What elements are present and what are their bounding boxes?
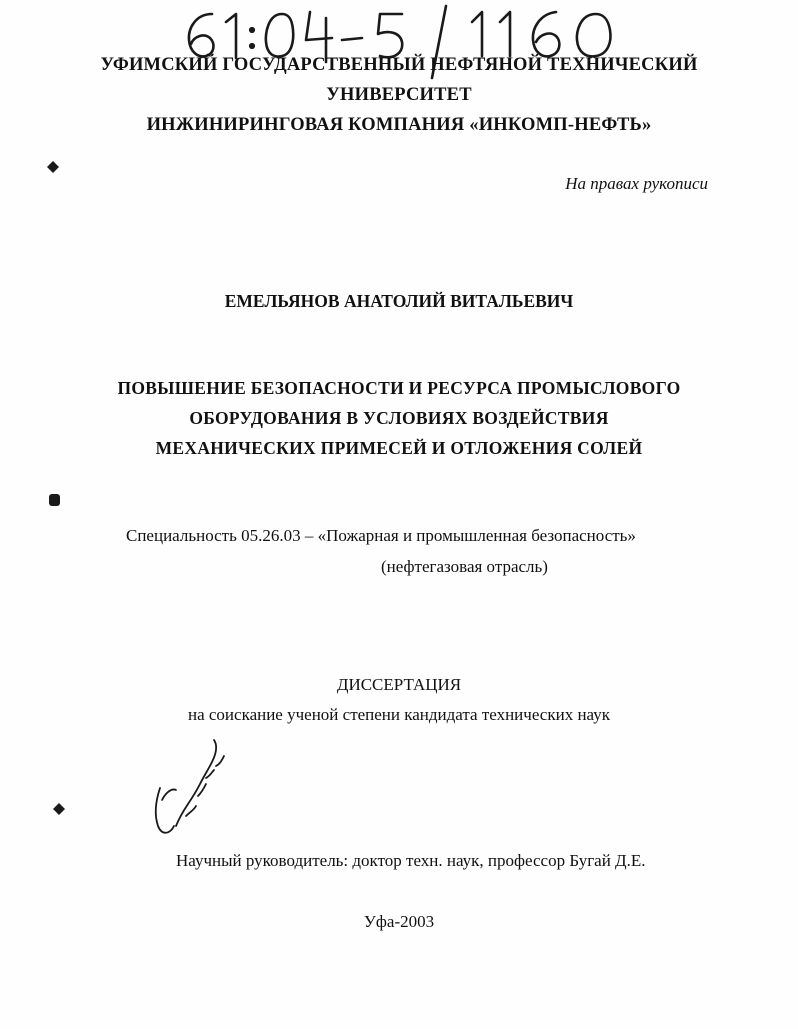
place-year: Уфа-2003 [363,912,435,931]
margin-ink-mark [50,800,68,818]
scientific-advisor: Научный руководитель: доктор техн. наук, профессор Бугай Д.Е. [176,851,646,870]
institution-line-3: ИНЖИНИРИНГОВАЯ КОМПАНИЯ «ИНКОМП-НЕФТЬ» [146,115,652,135]
margin-ink-mark [44,158,62,176]
title-line-3: МЕХАНИЧЕСКИХ ПРИМЕСЕЙ И ОТЛОЖЕНИЯ СОЛЕЙ [155,438,643,458]
specialty-subline: (нефтегазовая отрасль) [381,557,548,576]
institution-line-1: УФИМСКИЙ ГОСУДАРСТВЕННЫЙ НЕФТЯНОЙ ТЕХНИЧЕСКИЙ [100,55,698,75]
handwritten-signature [140,730,240,850]
work-type-subheading: на соискание ученой степени кандидата технических наук [187,705,610,724]
margin-ink-mark [46,490,64,510]
manuscript-note: На правах рукописи [565,174,708,193]
institution-line-2: УНИВЕРСИТЕТ [326,85,472,105]
work-type-heading: ДИССЕРТАЦИЯ [336,675,462,694]
title-line-1: ПОВЫШЕНИЕ БЕЗОПАСНОСТИ И РЕСУРСА ПРОМЫСЛОВОГО [117,378,681,398]
author-name: ЕМЕЛЬЯНОВ АНАТОЛИЙ ВИТАЛЬЕВИЧ [224,291,574,311]
specialty-line: Специальность 05.26.03 – «Пожарная и промышленная безопасность» [126,526,636,545]
title-line-2: ОБОРУДОВАНИЯ В УСЛОВИЯХ ВОЗДЕЙСТВИЯ [189,408,609,428]
